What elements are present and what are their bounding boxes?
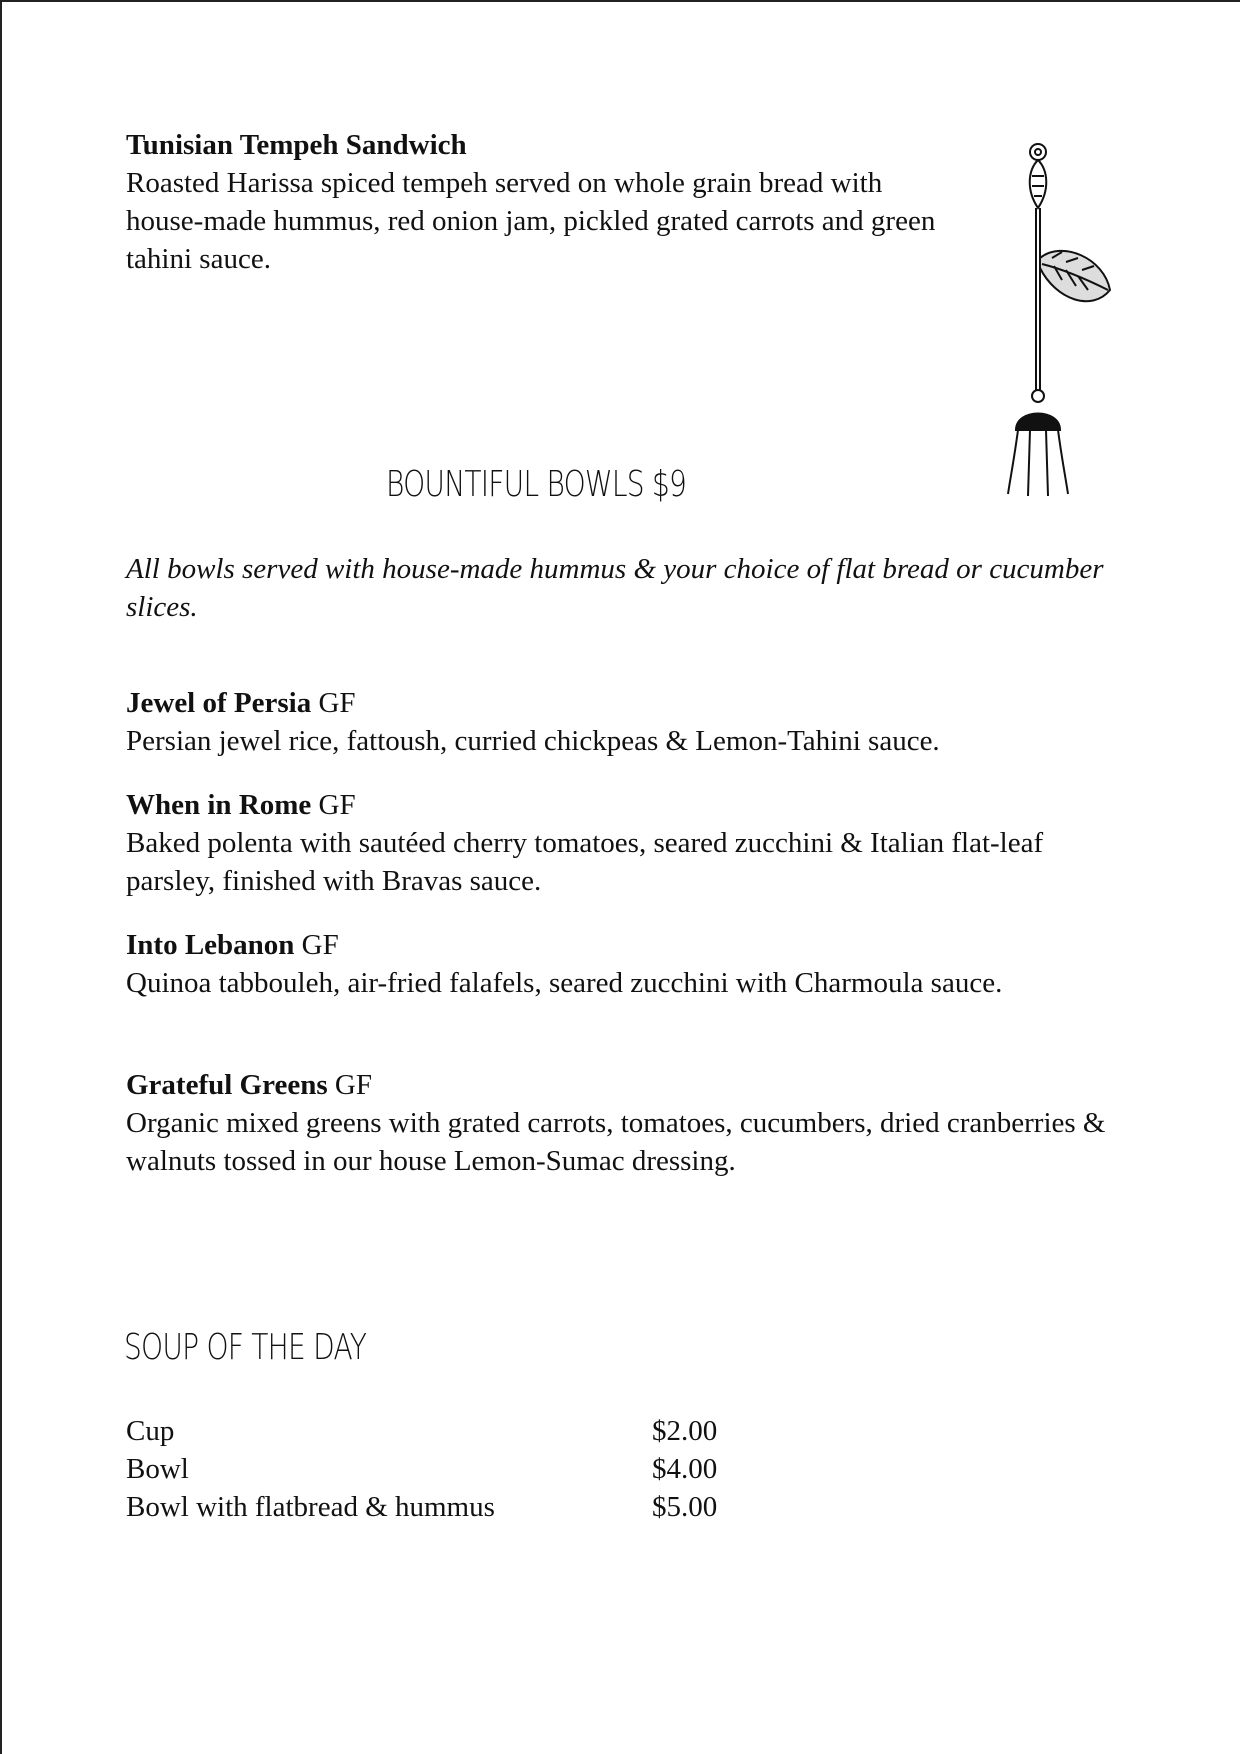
price-item-name: Bowl xyxy=(126,1453,189,1485)
menu-item-grateful-greens xyxy=(126,1066,1126,1180)
item-name: When in Rome xyxy=(126,789,312,821)
price-row xyxy=(126,1488,802,1526)
gf-tag: GF xyxy=(318,687,356,719)
gf-tag: GF xyxy=(318,789,356,821)
item-name: Jewel of Persia xyxy=(126,687,312,719)
item-name-line xyxy=(126,786,1126,824)
item-description: Quinoa tabbouleh, air-fried falafels, seared zucchini with Charmoula sauce. xyxy=(126,967,1003,999)
price-row xyxy=(126,1450,802,1488)
item-description: Roasted Harissa spiced tempeh served on whole grain bread with house-made hummus, red onion jam, pickled grated carrots and green tahini sauce. xyxy=(126,167,936,275)
gf-tag: GF xyxy=(301,929,339,961)
gf-tag: GF xyxy=(334,1069,372,1101)
price-item-name: Cup xyxy=(126,1415,175,1447)
soup-price-list xyxy=(126,1412,802,1526)
item-name-line xyxy=(126,1066,1126,1104)
fork-with-leaf-icon xyxy=(992,140,1122,500)
price-value: $4.00 xyxy=(652,1453,718,1485)
menu-item-tunisian-tempeh-sandwich xyxy=(126,126,956,278)
price-value: $2.00 xyxy=(652,1415,718,1447)
price-item-name: Bowl with flatbread & hummus xyxy=(126,1491,495,1523)
menu-item-when-in-rome xyxy=(126,786,1126,900)
section-title-soup-of-the-day: SOUP OF THE DAY xyxy=(124,1327,367,1368)
price-row xyxy=(126,1412,802,1450)
item-name-line xyxy=(126,926,1126,964)
item-name: Into Lebanon xyxy=(126,929,295,961)
item-description: Baked polenta with sautéed cherry tomatoes, seared zucchini & Italian flat-leaf parsley, finished with Bravas sauce. xyxy=(126,827,1044,897)
item-description: Organic mixed greens with grated carrots, tomatoes, cucumbers, dried cranberries & walnuts tossed in our house Lemon-Sumac dressing. xyxy=(126,1107,1106,1177)
price-value: $5.00 xyxy=(652,1491,718,1523)
item-name: Tunisian Tempeh Sandwich xyxy=(126,129,467,161)
section-intro: All bowls served with house-made hummus & your choice of flat bread or cucumber slices. xyxy=(126,553,1104,623)
item-description: Persian jewel rice, fattoush, curried chickpeas & Lemon-Tahini sauce. xyxy=(126,725,940,757)
menu-item-jewel-of-persia xyxy=(126,684,1126,760)
item-name: Grateful Greens xyxy=(126,1069,328,1101)
section-title-bountiful-bowls: BOUNTIFUL BOWLS $9 xyxy=(386,464,687,505)
menu-item-into-lebanon xyxy=(126,926,1126,1002)
item-name-line xyxy=(126,684,1126,722)
